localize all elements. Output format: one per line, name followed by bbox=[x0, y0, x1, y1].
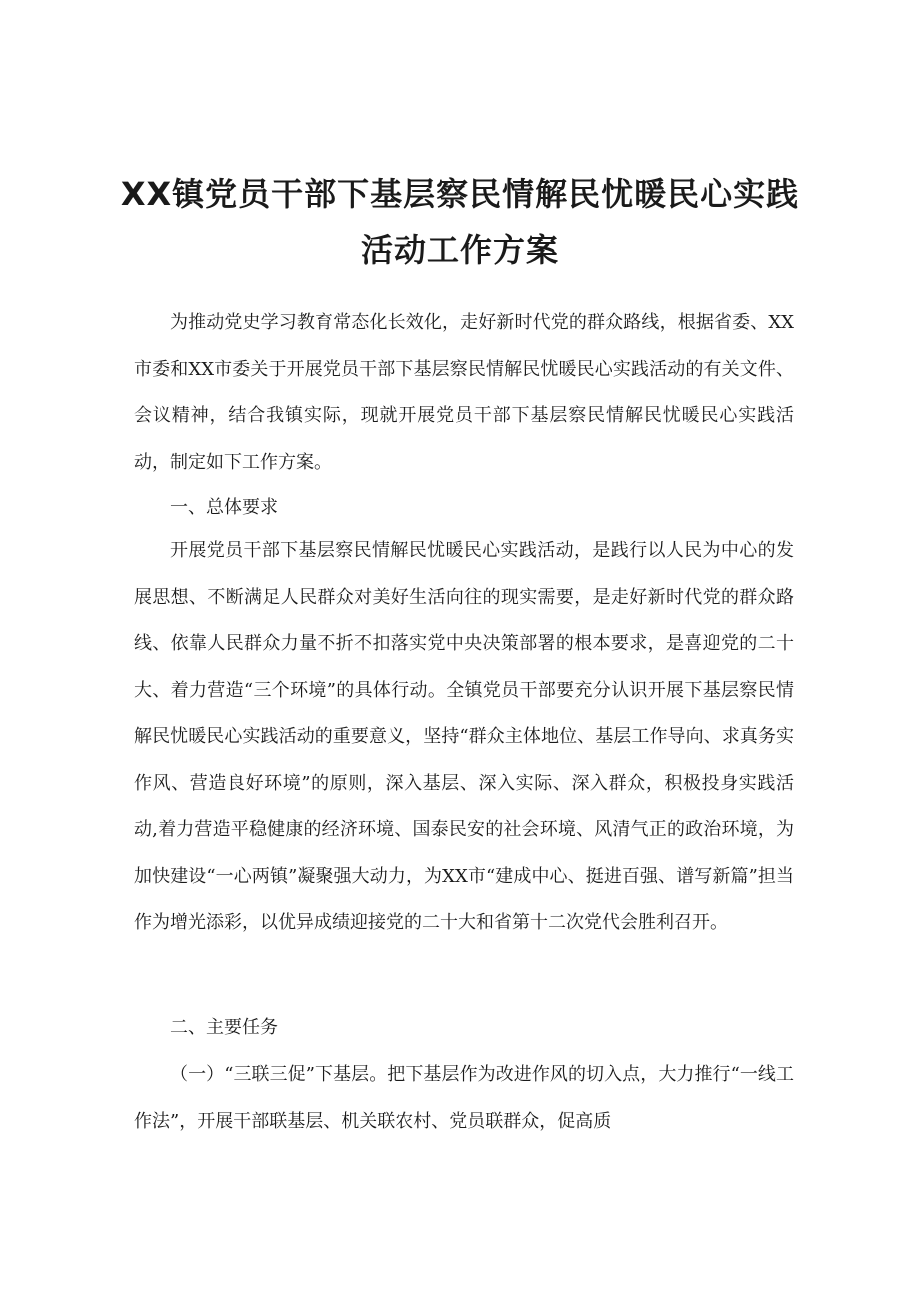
section-1-paragraph: 开展党员干部下基层察民情解民忧暖民心实践活动，是践行以人民为中心的发展思想、不断满足人民群众对美好生活向往的现实需要，是走好新时代党的群众路线、依靠人民群众力量不折不扣落实党中央决策部署的根本要求，是喜迎党的二十大、着力营造“三个环境”的具体行动。全镇党员干部要充分认识开展下基层察民情解民忧暖民心实践活动的重要意义，坚持“群众主体地位、基层工作导向、求真务实作风、营造良好环境”的原则，深入基层、深入实际、深入群众，积极投身实践活动,着力营造平稳健康的经济环境、国泰民安的社会环境、风清气正的政治环境，为加快建设“一心两镇”凝聚强大动力，为XX市“建成中心、挺进百强、谱写新篇”担当作为增光添彩，以优异成绩迎接党的二十大和省第十二次党代会胜利召开。 bbox=[134, 540, 794, 933]
intro-paragraph: 为推动党史学习教育常态化长效化，走好新时代党的群众路线，根据省委、XX市委和XX市委关于开展党员干部下基层察民情解民忧暖民心实践活动的有关文件、会议精神，结合我镇实际，现就开展党员干部下基层察民情解民忧暖民心实践活动，制定如下工作方案。 bbox=[134, 312, 794, 473]
document-title: XX镇党员干部下基层察民情解民忧暖民心实践活动工作方案 bbox=[120, 175, 800, 269]
section-1-heading: 一、总体要求 bbox=[170, 497, 278, 518]
section-2-item-1: （一）“三联三促”下基层。把下基层作为改进作风的切入点，大力推行“一线工作法”，开展干部联基层、机关联农村、党员联群众，促高质 bbox=[134, 1064, 794, 1132]
section-2-heading: 二、主要任务 bbox=[170, 1017, 278, 1038]
